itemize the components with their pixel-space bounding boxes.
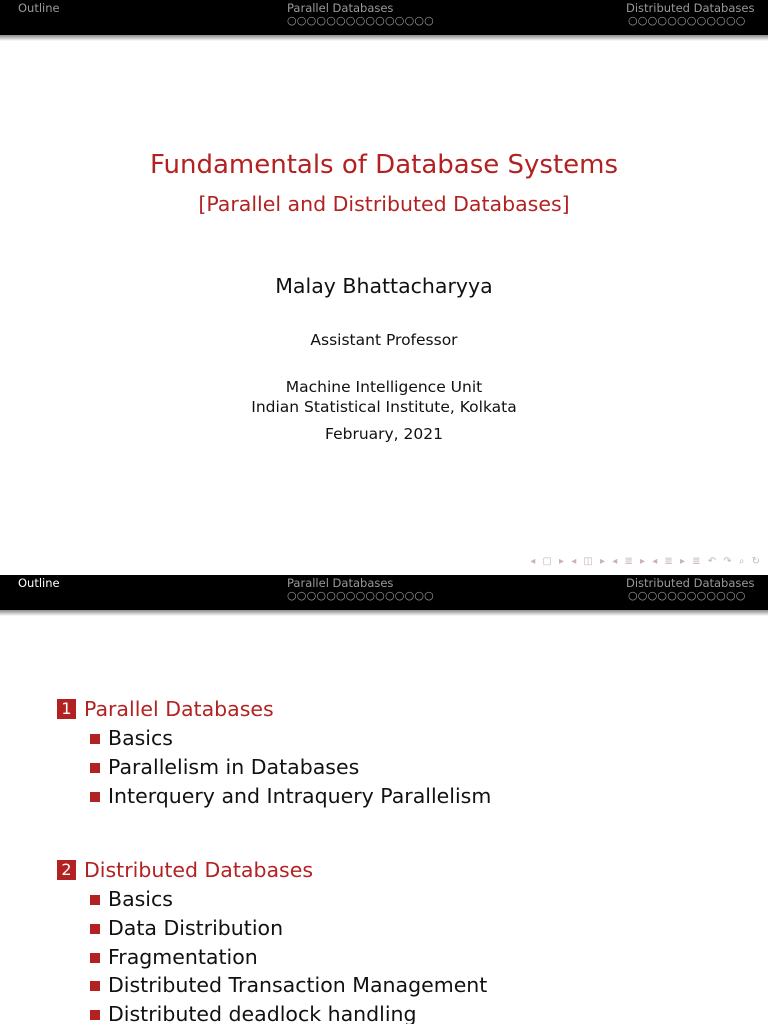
toc-section-distributed-databases[interactable]: [57, 858, 313, 882]
toc-subsection[interactable]: [90, 945, 258, 969]
subsection-label: Interquery and Intraquery Parallelism: [108, 784, 492, 808]
nav-distributed-databases-link[interactable]: Distributed Databases: [626, 576, 755, 590]
square-bullet-icon: [90, 981, 100, 991]
nav-distributed-frame-dots[interactable]: ○○○○○○○○○○○○: [628, 14, 746, 27]
section-title: Parallel Databases: [84, 697, 274, 721]
header-navigation-bar: [0, 0, 768, 35]
author-name: Malay Bhattacharyya: [275, 274, 493, 298]
square-bullet-icon: [90, 792, 100, 802]
nav-parallel-frame-dots[interactable]: ○○○○○○○○○○○○○○○: [287, 589, 434, 602]
nav-distributed-frame-dots[interactable]: ○○○○○○○○○○○○: [628, 589, 746, 602]
header-shadow: [0, 35, 768, 41]
section-title: Distributed Databases: [84, 858, 314, 882]
presentation-date: February, 2021: [325, 425, 443, 443]
toc-subsection[interactable]: [90, 916, 283, 940]
square-bullet-icon: [90, 924, 100, 934]
toc-subsection[interactable]: [90, 1002, 417, 1024]
toc-section-parallel-databases[interactable]: [57, 697, 274, 721]
header-navigation-bar: [0, 575, 768, 610]
toc-subsection[interactable]: [90, 887, 173, 911]
section-number-badge: 1: [57, 699, 76, 719]
subsection-label: Basics: [108, 726, 173, 750]
institution-unit: Machine Intelligence Unit: [285, 378, 483, 396]
nav-distributed-databases-link[interactable]: Distributed Databases: [626, 1, 755, 15]
nav-parallel-frame-dots[interactable]: ○○○○○○○○○○○○○○○: [287, 14, 434, 27]
subsection-label: Basics: [108, 887, 173, 911]
square-bullet-icon: [90, 895, 100, 905]
subsection-label: Data Distribution: [108, 916, 284, 940]
square-bullet-icon: [90, 763, 100, 773]
square-bullet-icon: [90, 1010, 100, 1020]
outline-slide: [0, 575, 768, 1024]
square-bullet-icon: [90, 734, 100, 744]
author-position: Assistant Professor: [310, 331, 458, 349]
subsection-label: Distributed deadlock handling: [108, 1002, 417, 1024]
subsection-label: Parallelism in Databases: [108, 755, 360, 779]
toc-subsection[interactable]: [90, 784, 491, 808]
presentation-subtitle: [Parallel and Distributed Databases]: [198, 192, 570, 216]
presentation-title: Fundamentals of Database Systems: [149, 150, 619, 180]
institution-name: Indian Statistical Institute, Kolkata: [251, 398, 517, 416]
nav-parallel-databases-link[interactable]: Parallel Databases: [287, 1, 394, 15]
square-bullet-icon: [90, 953, 100, 963]
toc-subsection[interactable]: [90, 726, 173, 750]
nav-outline-link[interactable]: Outline: [18, 576, 60, 590]
header-shadow: [0, 610, 768, 616]
toc-subsection[interactable]: [90, 973, 487, 997]
nav-outline-link[interactable]: Outline: [18, 1, 60, 15]
nav-parallel-databases-link[interactable]: Parallel Databases: [287, 576, 394, 590]
section-number-badge: 2: [57, 860, 76, 880]
toc-subsection[interactable]: [90, 755, 359, 779]
beamer-navigation-icons[interactable]: ◂ ▢ ▸ ◂ ◫ ▸ ◂ ≣ ▸ ◂ ≣ ▸ ≣ ↶ ↷ ⌕ ↻: [530, 556, 762, 567]
subsection-label: Fragmentation: [108, 945, 258, 969]
subsection-label: Distributed Transaction Management: [108, 973, 488, 997]
